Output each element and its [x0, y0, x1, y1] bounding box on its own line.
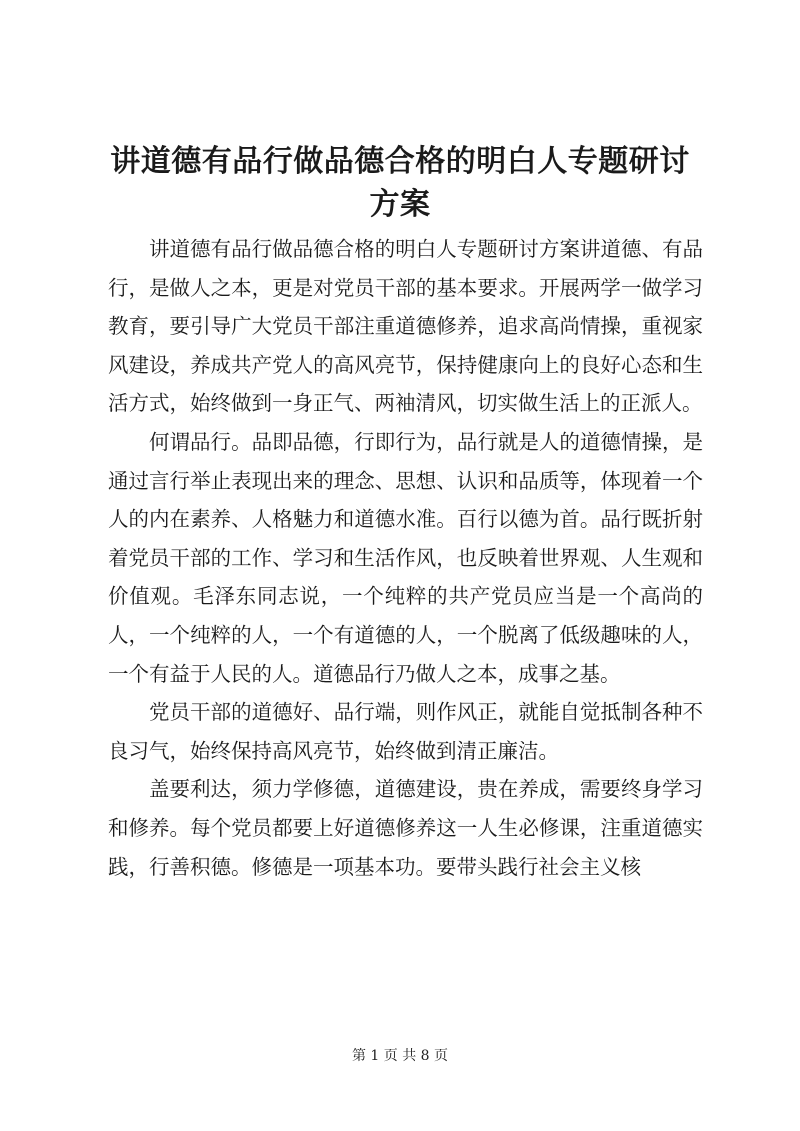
- document-title: 讲道德有品行做品德合格的明白人专题研讨方案: [110, 144, 690, 222]
- document-body: [108, 230, 703, 886]
- paragraph-3: 党员干部的道德好、品行端，则作风正，就能自觉抵制各种不良习气，始终保持高风亮节，始终做到清正廉洁。: [108, 700, 703, 763]
- paragraph-1: 讲道德有品行做品德合格的明白人专题研讨方案讲道德、有品行，是做人之本，更是对党员干部的基本要求。开展两学一做学习教育，要引导广大党员干部注重道德修养，追求高尚情操，重视家风建设，养成共产党人的高风亮节，保持健康向上的良好心态和生活方式，始终做到一身正气、两袖清风，切实做生活上的正派人。: [108, 237, 703, 416]
- paragraph-4: 盖要利达，须力学修德，道德建设，贵在养成，需要终身学习和修养。每个党员都要上好道德修养这一人生必修课，注重道德实践，行善积德。修德是一项基本功。要带头践行社会主义核: [108, 777, 703, 879]
- paragraph-2: 何谓品行。品即品德，行即行为，品行就是人的道德情操，是通过言行举止表现出来的理念、思想、认识和品质等，体现着一个人的内在素养、人格魅力和道德水准。百行以德为首。品行既折射着党员干部的工作、学习和生活作风，也反映着世界观、人生观和价值观。毛泽东同志说，一个纯粹的共产党员应当是一个高尚的人，一个纯粹的人，一个有道德的人，一个脱离了低级趣味的人，一个有益于人民的人。道德品行乃做人之本，成事之基。: [108, 429, 703, 686]
- page-footer: 第 1 页 共 8 页: [351, 1048, 449, 1064]
